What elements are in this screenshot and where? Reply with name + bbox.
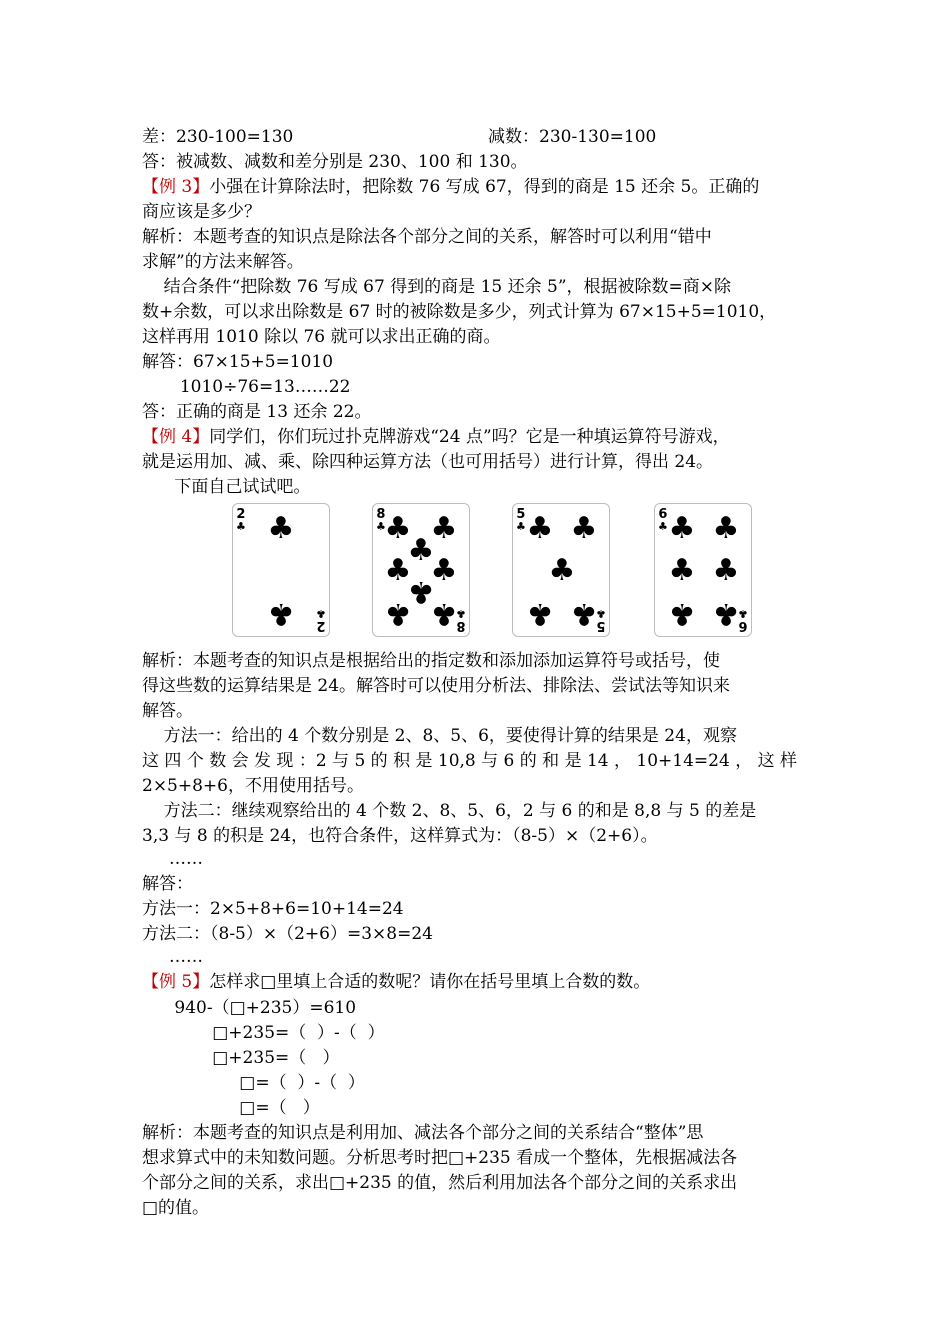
card-corner: 5 ♣ bbox=[516, 507, 526, 533]
text-line: 方法二：（8-5）×（2+6）=3×8=24 bbox=[142, 924, 433, 944]
text-line: 答：正确的商是 13 还余 22。 bbox=[142, 402, 372, 422]
text-line: 商应该是多少？ bbox=[142, 202, 261, 222]
text-line: 方法二：继续观察给出的 4 个数 2、8、5、6，2 与 6 的和是 8,8 与 5 的差是 bbox=[142, 801, 757, 821]
example-3-text: 小强在计算除法时，把除数 76 写成 67，得到的商是 15 还余 5。正确的 bbox=[209, 177, 760, 197]
playing-card bbox=[654, 503, 752, 637]
club-icon: ♣ bbox=[668, 553, 696, 588]
text-line: 就是运用加、减、乘、除四种运算方法（也可用括号）进行计算，得出 24。 bbox=[142, 452, 714, 472]
card-corner: 6 ♣ bbox=[658, 507, 668, 533]
equation-line: 940-（□+235）=610 bbox=[142, 998, 357, 1018]
club-icon: ♣ bbox=[407, 574, 435, 609]
text-line: 答：被减数、减数和差分别是 230、100 和 130。 bbox=[142, 152, 528, 172]
example-5-text: 怎样求□里填上合适的数呢？请你在括号里填上合数的数。 bbox=[209, 972, 651, 992]
example-3-line bbox=[142, 177, 759, 198]
equation-line: □+235=（ ）-（ ） bbox=[142, 1023, 385, 1043]
text-line: 减数：230-130=100 bbox=[488, 127, 657, 147]
example-5-tag: 【例 5】 bbox=[142, 972, 210, 992]
text-line: □的值。 bbox=[142, 1198, 210, 1218]
club-icon: ♣ bbox=[712, 596, 740, 631]
text-line: 这样再用 1010 除以 76 就可以求出正确的商。 bbox=[142, 327, 501, 347]
club-icon: ♣ bbox=[267, 511, 295, 546]
club-icon: ♣ bbox=[384, 596, 412, 631]
club-icon: ♣ bbox=[668, 596, 696, 631]
club-icon: ♣ bbox=[712, 511, 740, 546]
club-icon: ♣ bbox=[570, 596, 598, 631]
club-icon: ♣ bbox=[384, 553, 412, 588]
text-line: …… bbox=[142, 849, 204, 869]
club-icon: ♣ bbox=[712, 553, 740, 588]
text-line: 解析：本题考查的知识点是除法各个部分之间的关系，解答时可以利用“错中 bbox=[142, 227, 712, 247]
club-icon: ♣ bbox=[430, 596, 458, 631]
club-icon: ♣ bbox=[267, 596, 295, 631]
text-line: 方法一：给出的 4 个数分别是 2、8、5、6，要使得计算的结果是 24，观察 bbox=[142, 726, 737, 746]
text-line: 解析：本题考查的知识点是根据给出的指定数和添加添加运算符号或括号，使 bbox=[142, 651, 720, 671]
card-corner: 5 ♣ bbox=[596, 607, 606, 633]
text-line: 解答：67×15+5=1010 bbox=[142, 352, 334, 372]
club-icon: ♣ bbox=[430, 553, 458, 588]
text-line: 方法一：2×5+8+6=10+14=24 bbox=[142, 899, 404, 919]
equation-line: □=（ ） bbox=[142, 1098, 320, 1118]
text-line: 结合条件“把除数 76 写成 67 得到的商是 15 还余 5”，根据被除数=商×除 bbox=[142, 277, 732, 297]
club-icon: ♣ bbox=[526, 511, 554, 546]
example-3-tag: 【例 3】 bbox=[142, 177, 210, 197]
club-icon: ♣ bbox=[407, 533, 435, 568]
text-line: 1010÷76=13……22 bbox=[142, 377, 351, 397]
playing-card bbox=[232, 503, 330, 637]
playing-card bbox=[372, 503, 470, 637]
club-icon: ♣ bbox=[668, 511, 696, 546]
card-corner: 6 ♣ bbox=[738, 607, 748, 633]
club-icon: ♣ bbox=[526, 596, 554, 631]
text-line: 想求算式中的未知数问题。分析思考时把□+235 看成一个整体，先根据减法各 bbox=[142, 1148, 738, 1168]
text-line: 这 四 个 数 会 发 现 ：2 与 5 的 积 是 10,8 与 6 的 和 是 14 ， 10+14=24 ， 这 样 bbox=[142, 751, 798, 771]
text-line: 解答。 bbox=[142, 701, 193, 721]
text-line: 2×5+8+6，不用使用括号。 bbox=[142, 776, 364, 796]
equation-line: □=（ ）-（ ） bbox=[142, 1073, 365, 1093]
card-corner: 2 ♣ bbox=[316, 607, 326, 633]
text-line: 解析：本题考查的知识点是利用加、减法各个部分之间的关系结合“整体”思 bbox=[142, 1123, 704, 1143]
card-corner: 8 ♣ bbox=[376, 507, 386, 533]
club-icon: ♣ bbox=[430, 511, 458, 546]
example-4-text: 同学们，你们玩过扑克牌游戏“24 点”吗？它是一种填运算符号游戏， bbox=[209, 427, 730, 447]
text-line: 得这些数的运算结果是 24。解答时可以使用分析法、排除法、尝试法等知识来 bbox=[142, 676, 731, 696]
example-5-line bbox=[142, 972, 650, 993]
card-corner: 8 ♣ bbox=[456, 607, 466, 633]
text-line: …… bbox=[142, 947, 204, 967]
text-line: 求解”的方法来解答。 bbox=[142, 252, 304, 272]
equation-line: □+235=（ ） bbox=[142, 1048, 340, 1068]
text-line: 差：230-100=130 bbox=[142, 127, 294, 147]
text-line: 下面自己试试吧。 bbox=[142, 477, 311, 497]
example-4-line bbox=[142, 427, 730, 448]
example-4-tag: 【例 4】 bbox=[142, 427, 210, 447]
club-icon: ♣ bbox=[570, 511, 598, 546]
text-line: 数+余数，可以求出除数是 67 时的被除数是多少，列式计算为 67×15+5=1010， bbox=[142, 302, 777, 322]
text-line: 个部分之间的关系，求出□+235 的值，然后利用加法各个部分之间的关系求出 bbox=[142, 1173, 738, 1193]
club-icon: ♣ bbox=[548, 553, 576, 588]
card-corner: 2 ♣ bbox=[236, 507, 246, 533]
text-line: 3,3 与 8 的积是 24，也符合条件，这样算式为：（8-5）×（2+6）。 bbox=[142, 826, 658, 846]
club-icon: ♣ bbox=[384, 511, 412, 546]
playing-card bbox=[512, 503, 610, 637]
text-line: 解答： bbox=[142, 874, 193, 894]
